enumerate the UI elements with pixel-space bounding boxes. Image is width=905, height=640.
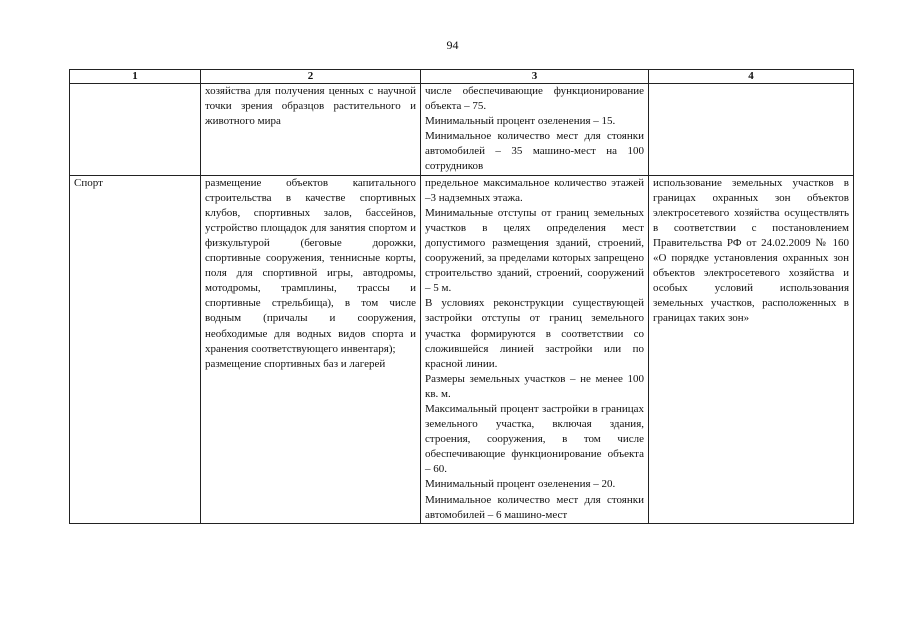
table-header-row [70,70,854,84]
cell-paragraph: Минимальный процент озеленения – 15. [425,115,616,128]
cell-paragraph: размещение спортивных баз и лагерей [205,357,386,370]
cell-paragraph: Минимальный процент озеленения – 20. [425,478,616,491]
table-row [70,175,854,523]
page-number: 94 [446,38,459,52]
table-cell-col1 [70,84,201,176]
cell-paragraph: Минимальные отступы от границ земельных участков в целях определения мест допустимого размещения зданий, строений, сооружений, за пределами которых запрещено строительство зданий, строений, сооружений – 5 м. [425,206,644,295]
column-header-3: 3 [421,70,649,84]
table-cell-col4 [649,84,854,176]
column-header-1: 1 [70,70,201,84]
table-cell-col1 [70,175,201,523]
table-header [70,70,854,84]
cell-paragraph: Спорт [74,176,103,189]
table-cell-col2 [201,175,421,523]
table-cell-col4 [649,175,854,523]
column-header-2: 2 [201,70,421,84]
cell-paragraph: В условиях реконструкции существующей застройки отступы от границ земельного участка формируются в соответствии со сложившейся линией застройки или по красной линии. [425,297,644,370]
column-header-4: 4 [649,70,854,84]
table-cell-col3 [421,175,649,523]
cell-paragraph: использование земельных участков в границах охранных зон объектов электросетевого хозяйства осуществлять в соответствии с постановлением Правительства РФ от 24.02.2009 № 160 «О порядке установления охранных зон объектов электросетевого хозяйства и особых условий использования земельных участков, расположенных в границах таких зон» [653,176,849,325]
table-row [70,84,854,176]
table-body [70,84,854,524]
cell-paragraph: Максимальный процент застройки в границах земельного участка, включая здания, строения, сооружения, в том числе обеспечивающие функционирование объекта – 60. [425,402,644,476]
cell-paragraph: Минимальное количество мест для стоянки автомобилей – 6 машино-мест [425,493,644,521]
zoning-table [69,69,854,524]
table-cell-col2 [201,84,421,176]
cell-paragraph: размещение объектов капитального строительства в качестве спортивных клубов, спортивных залов, бассейнов, устройство площадок для занятия спортом и физкультурой (беговые дорожки, спортивные сооружения, теннисные корты, поля для спортивной игры, автодромы, мотодромы, трамплины, трассы и спортивные стрельбища), в том числе водным (причалы и сооружения, необходимые для водных видов спорта и хранения соответствующего инвентаря); [205,176,416,355]
cell-paragraph: числе обеспечивающие функционирование объекта – 75. [425,85,644,113]
cell-paragraph: предельное максимальное количество этажей –3 надземных этажа. [425,176,644,204]
cell-paragraph: Минимальное количество мест для стоянки автомобилей – 35 машино-мест на 100 сотрудников [425,130,644,173]
table-cell-col3 [421,84,649,176]
cell-paragraph: Размеры земельных участков – не менее 100 кв. м. [425,372,644,400]
cell-paragraph: хозяйства для получения ценных с научной точки зрения образцов растительного и животного мира [205,85,416,128]
